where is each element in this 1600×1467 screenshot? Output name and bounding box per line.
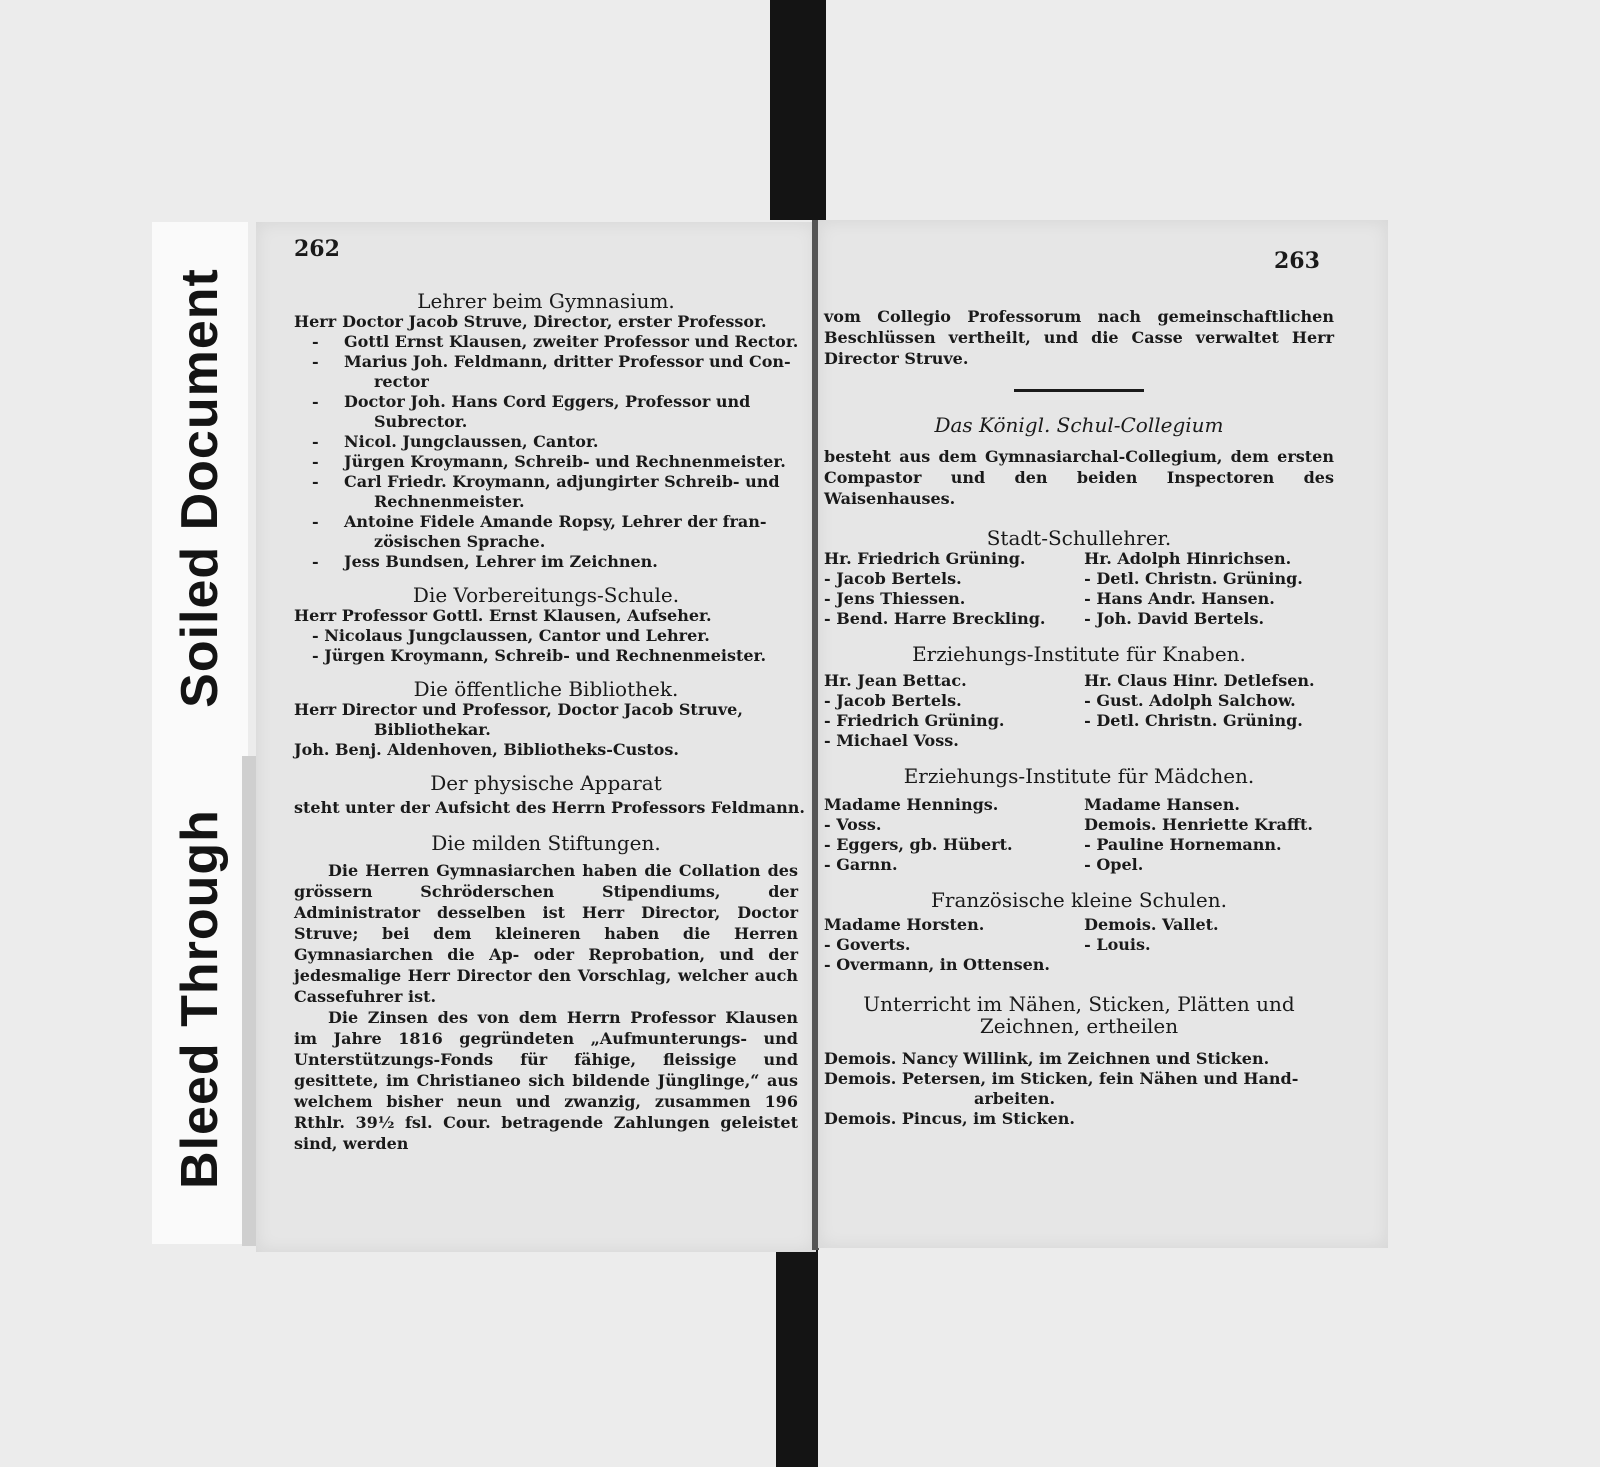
- name-entry: Hr. Claus Hinr. Detlefsen.: [1084, 671, 1315, 690]
- name-entry: - Detl. Christn. Grüning.: [1084, 711, 1303, 730]
- section-divider: [1014, 389, 1144, 392]
- heading-knaben: Erziehungs-Institute für Knaben.: [912, 642, 1246, 666]
- stadt-columns: [824, 549, 1334, 629]
- knaben-right-column: [1084, 671, 1334, 751]
- bibliothek-line: Herr Director und Professor, Doctor Jacob Struve,: [294, 700, 743, 719]
- name-entry: Madame Hansen.: [1084, 795, 1240, 814]
- name-entry: - Voss.: [824, 815, 882, 834]
- entry-text: rector: [374, 372, 429, 391]
- bleed-through-text: Bleed Through: [171, 809, 229, 1189]
- name-entry: - Jacob Bertels.: [824, 691, 962, 710]
- unterricht-line: arbeiten.: [974, 1089, 1056, 1108]
- heading-stiftungen: Die milden Stiftungen.: [431, 831, 661, 855]
- entry-text: Jess Bundsen, Lehrer im Zeichnen.: [344, 552, 658, 571]
- heading-collegium: Das Königl. Schul-Collegium: [934, 413, 1224, 437]
- entry-text: Nicol. Jungclaussen, Cantor.: [344, 432, 599, 451]
- heading-gymnasium: Lehrer beim Gymnasium.: [417, 289, 675, 313]
- entry-prefix: -: [312, 352, 319, 371]
- entry-prefix: -: [312, 512, 319, 531]
- heading-unterricht: Unterricht im Nähen, Sticken, Plätten und: [863, 992, 1295, 1016]
- gymnasium-entry: [294, 332, 798, 352]
- heading-bibliothek: Die öffentliche Bibliothek.: [413, 677, 679, 701]
- soiled-document-text: Soiled Document: [171, 268, 229, 708]
- entry-prefix: -: [312, 392, 319, 411]
- vorbereitung-line: Herr Professor Gottl. Ernst Klausen, Aufseher.: [294, 606, 712, 625]
- name-entry: Hr. Jean Bettac.: [824, 671, 967, 690]
- gymnasium-teacher-list: [294, 312, 798, 572]
- heading-franz: Französische kleine Schulen.: [931, 888, 1227, 912]
- entry-text: Antoine Fidele Amande Ropsy, Lehrer der fran-: [344, 512, 767, 531]
- name-entry: Hr. Adolph Hinrichsen.: [1084, 549, 1292, 568]
- vorbereitung-line: - Nicolaus Jungclaussen, Cantor und Lehrer.: [312, 626, 710, 645]
- gymnasium-entry: [294, 352, 798, 392]
- name-entry: Demois. Vallet.: [1084, 915, 1219, 934]
- name-entry: - Joh. David Bertels.: [1084, 609, 1265, 628]
- name-entry: - Overmann, in Ottensen.: [824, 955, 1050, 974]
- franz-columns: [824, 915, 1334, 975]
- name-entry: - Gust. Adolph Salchow.: [1084, 691, 1296, 710]
- name-entry: Madame Hennings.: [824, 795, 999, 814]
- entry-prefix: -: [312, 552, 319, 571]
- entry-text: Carl Friedr. Kroymann, adjungirter Schreib- und: [344, 472, 780, 491]
- stadt-left-column: [824, 549, 1074, 629]
- right-page: [818, 220, 1388, 1248]
- vorbereitung-line: - Jürgen Kroymann, Schreib- und Rechnenmeister.: [312, 646, 767, 665]
- unterricht-line: Demois. Petersen, im Sticken, fein Nähen und Hand-: [824, 1069, 1299, 1088]
- heading-unterricht-2: Zeichnen, ertheilen: [979, 1014, 1179, 1038]
- entry-text: Subrector.: [374, 412, 468, 431]
- name-entry: Madame Horsten.: [824, 915, 985, 934]
- maedchen-columns: [824, 795, 1334, 875]
- unterricht-list: [824, 1049, 1334, 1129]
- name-entry: - Pauline Hornemann.: [1084, 835, 1282, 854]
- maedchen-left-column: [824, 795, 1074, 875]
- name-entry: - Garnn.: [824, 855, 898, 874]
- knaben-left-column: [824, 671, 1074, 751]
- maedchen-right-column: [1084, 795, 1334, 875]
- name-entry: - Friedrich Grüning.: [824, 711, 1005, 730]
- unterricht-line: Demois. Pincus, im Sticken.: [824, 1109, 1075, 1128]
- heading-maedchen: Erziehungs-Institute für Mädchen.: [903, 764, 1255, 788]
- page-edge: [242, 756, 256, 1246]
- name-entry: Demois. Henriette Krafft.: [1084, 815, 1313, 834]
- entry-prefix: -: [312, 472, 319, 491]
- knaben-columns: [824, 671, 1334, 751]
- name-entry: - Opel.: [1084, 855, 1144, 874]
- name-entry: - Jacob Bertels.: [824, 569, 962, 588]
- name-entry: - Michael Voss.: [824, 731, 959, 750]
- heading-vorbereitung: Die Vorbereitungs-Schule.: [412, 583, 680, 607]
- page-number-left: 262: [294, 236, 340, 262]
- name-entry: - Eggers, gb. Hübert.: [824, 835, 1013, 854]
- heading-stadt: Stadt-Schullehrer.: [986, 526, 1172, 550]
- entry-text: Doctor Jacob Struve, Director, erster Professor.: [342, 312, 767, 331]
- binding-strap-bottom: [776, 1246, 818, 1467]
- name-entry: - Bend. Harre Breckling.: [824, 609, 1046, 628]
- entry-text: Rechnenmeister.: [374, 492, 525, 511]
- entry-text: Marius Joh. Feldmann, dritter Professor und Con-: [344, 352, 791, 371]
- gymnasium-entry: [294, 312, 798, 332]
- soiled-document-label: [152, 222, 248, 754]
- gymnasium-entry: [294, 552, 798, 572]
- page-number-right: 263: [1274, 248, 1320, 274]
- name-entry: - Hans Andr. Hansen.: [1084, 589, 1275, 608]
- entry-text: Doctor Joh. Hans Cord Eggers, Professor und: [344, 392, 751, 411]
- stiftungen-paragraph-1: Die Herren Gymnasiarchen haben die Collation des grössern Schröderschen Stipendiums, der Administrator desselben ist Herr Director, Doctor Struve; bei dem kleineren haben die Herren Gymnasiarchen die Ap- oder Reprobation, und der jedesmalige Herr Director den Vorschlag, welcher auch Cassefuhrer ist.: [294, 861, 798, 1006]
- entry-prefix: -: [312, 332, 319, 351]
- gymnasium-entry: [294, 452, 798, 472]
- gymnasium-entry: [294, 432, 798, 452]
- entry-prefix: Herr: [294, 312, 337, 331]
- unterricht-line: Demois. Nancy Willink, im Zeichnen und Sticken.: [824, 1049, 1270, 1068]
- entry-prefix: -: [312, 452, 319, 471]
- entry-text: zösischen Sprache.: [374, 532, 546, 551]
- binding-strap-top: [770, 0, 826, 220]
- collegium-text: besteht aus dem Gymnasiarchal-Collegium, dem ersten Compastor und den beiden Inspectoren des Waisenhauses.: [824, 447, 1334, 508]
- stadt-right-column: [1084, 549, 1334, 629]
- franz-left-column: [824, 915, 1074, 975]
- continuation-paragraph: vom Collegio Professorum nach gemeinschaftlichen Beschlüssen vertheilt, und die Casse verwaltet Herr Director Struve.: [824, 307, 1334, 368]
- entry-text: Gottl Ernst Klausen, zweiter Professor und Rector.: [344, 332, 799, 351]
- gymnasium-entry: [294, 472, 798, 512]
- bleed-through-label: [152, 754, 248, 1244]
- gymnasium-entry: [294, 512, 798, 552]
- name-entry: - Jens Thiessen.: [824, 589, 966, 608]
- name-entry: Hr. Friedrich Grüning.: [824, 549, 1026, 568]
- left-page: [256, 222, 816, 1252]
- franz-right-column: [1084, 915, 1334, 975]
- entry-prefix: -: [312, 432, 319, 451]
- entry-text: Jürgen Kroymann, Schreib- und Rechnenmeister.: [344, 452, 786, 471]
- name-entry: - Goverts.: [824, 935, 911, 954]
- stiftungen-paragraph-2: Die Zinsen des von dem Herrn Professor Klausen im Jahre 1816 gegründeten „Aufmunterungs- und Unterstützungs-Fonds für fähige, fleissige und gesittete, im Christianeo sich bildende Jünglinge,“ aus welchem bisher neun und zwanzig, zusammen 196 Rthlr. 39½ fsl. Cour. betragende Zahlungen geleistet sind, werden: [294, 1008, 798, 1153]
- name-entry: - Detl. Christn. Grüning.: [1084, 569, 1303, 588]
- gymnasium-entry: [294, 392, 798, 432]
- name-entry: - Louis.: [1084, 935, 1151, 954]
- apparat-text: steht unter der Aufsicht des Herrn Professors Feldmann.: [294, 798, 805, 817]
- bibliothek-line: Joh. Benj. Aldenhoven, Bibliotheks-Custos.: [294, 740, 679, 759]
- heading-apparat: Der physische Apparat: [430, 771, 662, 795]
- bibliothek-line: Bibliothekar.: [374, 720, 491, 739]
